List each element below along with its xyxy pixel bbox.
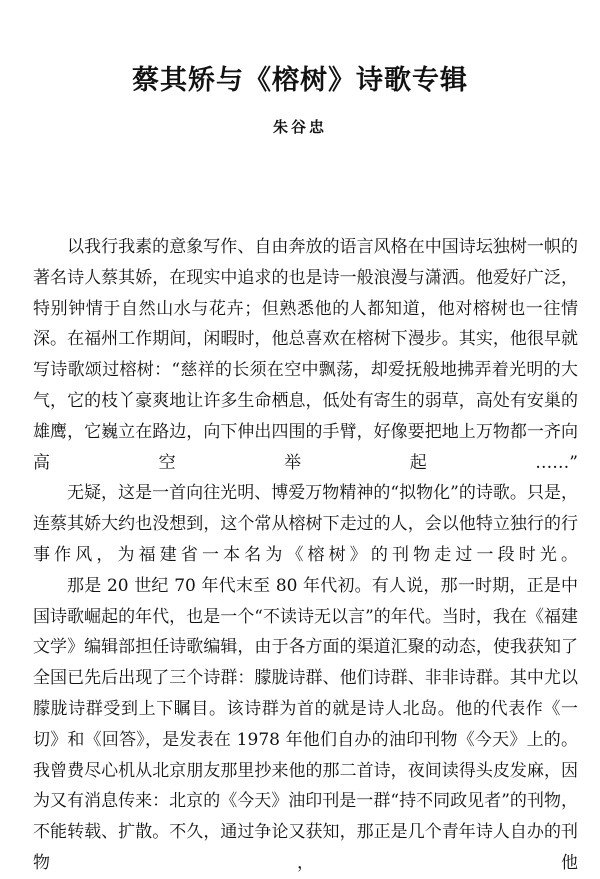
article-title: 蔡其矫与《榕树》诗歌专辑 <box>132 65 468 96</box>
body-paragraph: 那是 20 世纪 70 年代末至 80 年代初。有人说，那一时期，正是中国诗歌崛起的年代，也是一个“不读诗无以言”的年代。当时，我在《福建文学》编辑部担任诗歌编辑，由于各方面的渠道汇聚的动态，使我获知了全国已先后出现了三个诗群：朦胧诗群、他们诗群、非非诗群。其中尤以朦胧诗群受到上下瞩目。该诗群为首的就是诗人北岛。他的代表作《一切》和《回答》，是发表在 1978 年他们自办的油印刊物《今天》上的。我曾费尽心机从北京朋友那里抄来他的那二首诗，夜间读得头皮发麻，因为又有消息传来：北京的《今天》油印刊是一群“持不同政见者”的刊物，不能转载、扩散。不久，通过争论又获知，那正是几个青年诗人自办的刊物，他 <box>33 575 578 873</box>
body-paragraph: 以我行我素的意象写作、自由奔放的语言风格在中国诗坛独树一帜的著名诗人蔡其娇，在现实中追求的也是诗一般浪漫与潇洒。他爱好广泛，特别钟情于自然山水与花卉；但熟悉他的人都知道，他对榕树也一往情深。在福州工作期间，闲暇时，他总喜欢在榕树下漫步。其实，他很早就写诗歌颂过榕树：“慈祥的长须在空中飘荡，却爱抚般地拂弄着光明的大气，它的枝丫豪爽地让许多生命栖息，低处有寄生的弱草，高处有安巢的雄鹰，它巍立在路边，向下伸出四围的手臂，好像要把地上万物都一齐向高空举起……” <box>33 237 578 473</box>
article-author: 朱谷忠 <box>272 118 327 136</box>
article-body <box>33 232 578 879</box>
body-paragraph: 无疑，这是一首向往光明、博爱万物精神的“拟物化”的诗歌。只是，连蔡其娇大约也没想到，这个常从榕树下走过的人，会以他特立独行的行事作风，为福建省一本名为《榕树》的刊物走过一段时光。 <box>33 483 578 565</box>
